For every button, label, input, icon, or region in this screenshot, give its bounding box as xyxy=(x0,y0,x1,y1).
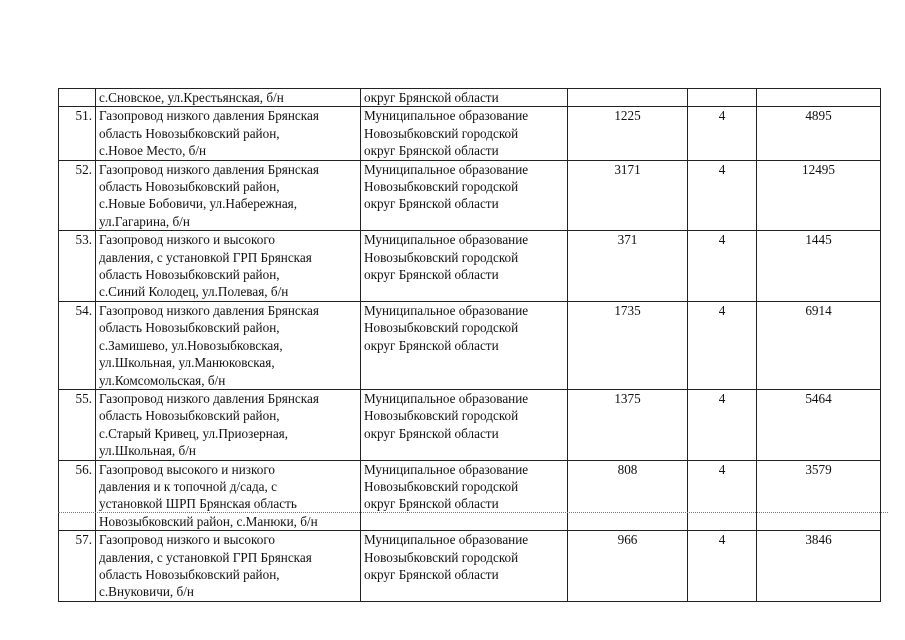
owner-cell xyxy=(361,107,568,160)
row-number-cell: 56. xyxy=(59,460,96,531)
length-cell: 1735 xyxy=(568,301,688,389)
length-cell: 1375 xyxy=(568,389,688,460)
owner-line: Муниципальное образование xyxy=(364,108,529,124)
value-cell: 3846 xyxy=(757,531,881,602)
length-cell: 3171 xyxy=(568,160,688,231)
object-name-line: с.Синий Колодец, ул.Полевая, б/н xyxy=(99,284,289,300)
owner-cell xyxy=(361,389,568,460)
object-name-line: с.Старый Кривец, ул.Приозерная, xyxy=(99,425,289,441)
object-name-line: ул.Комсомольская, б/н xyxy=(99,372,226,388)
owner-line: Новозыбковский городской xyxy=(364,249,519,265)
value-cell: 5464 xyxy=(757,389,881,460)
owner-line: округ Брянской области xyxy=(364,425,499,441)
object-name-line: область Новозыбковский район, xyxy=(99,320,280,336)
object-name-line: Газопровод низкого и высокого xyxy=(99,232,275,248)
object-name-line: давления и к топочной д/сада, с xyxy=(99,478,277,494)
object-name-line: область Новозыбковский район, xyxy=(99,267,280,283)
registry-table xyxy=(58,88,881,602)
object-name-line: давления, с установкой ГРП Брянская xyxy=(99,249,312,265)
object-name-line: с.Замишево, ул.Новозыбковская, xyxy=(99,337,283,353)
object-name-line: с.Новое Место, б/н xyxy=(99,143,207,159)
row-number-cell xyxy=(59,89,96,107)
owner-line: Муниципальное образование xyxy=(364,232,529,248)
coefficient-cell xyxy=(688,89,757,107)
table-row xyxy=(59,107,881,160)
owner-cell xyxy=(361,301,568,389)
table-row xyxy=(59,231,881,302)
owner-line: округ Брянской области xyxy=(364,267,499,283)
object-name-cell xyxy=(96,460,361,531)
owner-cell xyxy=(361,460,568,531)
owner-line: Новозыбковский городской xyxy=(364,125,519,141)
length-cell: 808 xyxy=(568,460,688,531)
table-row xyxy=(59,389,881,460)
table-row xyxy=(59,460,881,531)
object-name-cell xyxy=(96,301,361,389)
row-number-cell: 55. xyxy=(59,389,96,460)
owner-line: Новозыбковский городской xyxy=(364,320,519,336)
object-name-cell xyxy=(96,231,361,302)
owner-line: Новозыбковский городской xyxy=(364,408,519,424)
object-name-line: ул.Школьная, б/н xyxy=(99,443,196,459)
row-number-cell: 54. xyxy=(59,301,96,389)
owner-line: Муниципальное образование xyxy=(364,302,529,318)
length-cell: 371 xyxy=(568,231,688,302)
object-name-cell xyxy=(96,389,361,460)
owner-cell xyxy=(361,531,568,602)
object-name-line: область Новозыбковский район, xyxy=(99,179,280,195)
object-name-line: область Новозыбковский район, xyxy=(99,408,280,424)
owner-line: Новозыбковский городской xyxy=(364,179,519,195)
owner-line: округ Брянской области xyxy=(364,566,499,582)
object-name-line: Газопровод низкого и высокого xyxy=(99,532,275,548)
object-name-cell xyxy=(96,107,361,160)
length-cell: 966 xyxy=(568,531,688,602)
object-name-line: Газопровод низкого давления Брянская xyxy=(99,161,319,177)
object-name-line: с.Сновское, ул.Крестьянская, б/н xyxy=(99,90,284,105)
row-number-cell: 52. xyxy=(59,160,96,231)
table-row xyxy=(59,160,881,231)
object-name-line: область Новозыбковский район, xyxy=(99,125,280,141)
object-name-line: Газопровод низкого давления Брянская xyxy=(99,302,319,318)
coefficient-cell: 4 xyxy=(688,160,757,231)
row-number-cell: 57. xyxy=(59,531,96,602)
owner-line: Новозыбковский городской xyxy=(364,478,519,494)
value-cell: 3579 xyxy=(757,460,881,531)
length-cell: 1225 xyxy=(568,107,688,160)
value-cell: 6914 xyxy=(757,301,881,389)
owner-cell xyxy=(361,160,568,231)
row-number-cell: 51. xyxy=(59,107,96,160)
object-name-line: Газопровод высокого и низкого xyxy=(99,461,275,477)
owner-line: округ Брянской области xyxy=(364,337,499,353)
object-name-line: Новозыбковский район, с.Манюки, б/н xyxy=(99,513,318,529)
row-number-cell: 53. xyxy=(59,231,96,302)
object-name-cell xyxy=(96,531,361,602)
object-name-line: Газопровод низкого давления Брянская xyxy=(99,390,319,406)
coefficient-cell: 4 xyxy=(688,301,757,389)
object-name-line: с.Новые Бобовичи, ул.Набережная, xyxy=(99,196,298,212)
owner-cell xyxy=(361,231,568,302)
object-name-line: установкой ШРП Брянская область xyxy=(99,496,297,512)
owner-line: Муниципальное образование xyxy=(364,161,529,177)
length-cell xyxy=(568,89,688,107)
owner-line: округ Брянской области xyxy=(364,196,499,212)
object-name-line: давления, с установкой ГРП Брянская xyxy=(99,549,312,565)
owner-line: округ Брянской области xyxy=(364,143,499,159)
coefficient-cell: 4 xyxy=(688,107,757,160)
owner-line: Новозыбковский городской xyxy=(364,549,519,565)
table-row xyxy=(59,89,881,107)
object-name-line: с.Внуковичи, б/н xyxy=(99,584,194,600)
value-cell: 1445 xyxy=(757,231,881,302)
table-row xyxy=(59,531,881,602)
owner-line: округ Брянской области xyxy=(364,90,499,105)
scan-artifact-line xyxy=(58,512,888,517)
object-name-cell xyxy=(96,160,361,231)
object-name-line: Газопровод низкого давления Брянская xyxy=(99,108,319,124)
coefficient-cell: 4 xyxy=(688,460,757,531)
table-body xyxy=(59,89,881,602)
object-name-line: область Новозыбковский район, xyxy=(99,566,280,582)
value-cell: 12495 xyxy=(757,160,881,231)
owner-line: округ Брянской области xyxy=(364,496,499,512)
table-row xyxy=(59,301,881,389)
object-name-cell xyxy=(96,89,361,107)
object-name-line: ул.Школьная, ул.Манюковская, xyxy=(99,355,275,371)
coefficient-cell: 4 xyxy=(688,231,757,302)
coefficient-cell: 4 xyxy=(688,389,757,460)
owner-cell xyxy=(361,89,568,107)
value-cell: 4895 xyxy=(757,107,881,160)
object-name-line: ул.Гагарина, б/н xyxy=(99,213,190,229)
owner-line: Муниципальное образование xyxy=(364,390,529,406)
coefficient-cell: 4 xyxy=(688,531,757,602)
owner-line: Муниципальное образование xyxy=(364,461,529,477)
value-cell xyxy=(757,89,881,107)
owner-line: Муниципальное образование xyxy=(364,532,529,548)
